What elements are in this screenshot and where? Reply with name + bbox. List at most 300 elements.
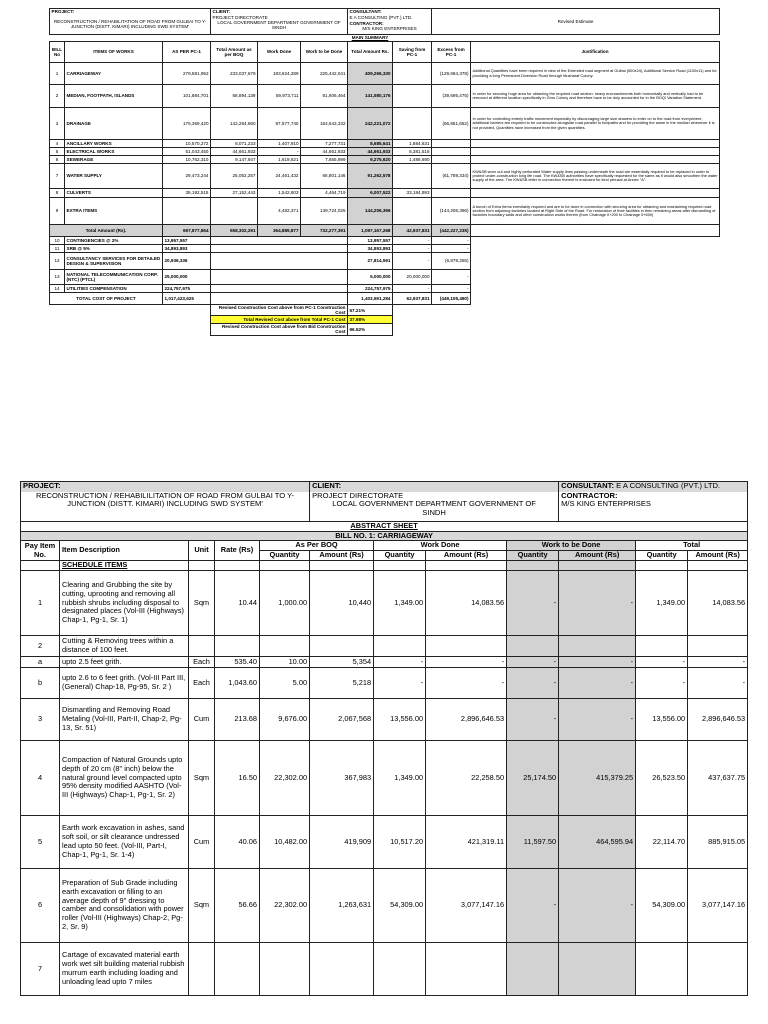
project-total-label: TOTAL COST OF PROJECT [50,293,163,305]
item-description: Cutting & Removing trees within a distance of 100 feet. [60,635,189,656]
total-done: 364,889,877 [258,225,301,237]
pc1-amount: 101,884,701 [163,85,211,108]
ratio-row [50,305,720,316]
boq-quantity [260,942,310,995]
unit: Each [189,656,215,667]
total-amount: 437,637.75 [688,740,748,815]
summary-extra-row [50,285,720,293]
header-unit: Unit [189,541,215,560]
boq-quantity: 5.00 [260,667,310,698]
ratio-blank [50,316,211,324]
total-amount: 9,275,620 [348,156,393,164]
bottom-consultant-cell [559,482,748,492]
excess-amount: - [432,237,471,245]
contractor-label: CONTRACTOR: [349,20,384,26]
justification-text [471,156,720,164]
schedule-items-row [21,560,748,570]
work-to-be-done-amount: 44,661,933 [301,148,348,156]
unit: Sqm [189,570,215,635]
item-name: CONTINGENCIES @ 2% [65,237,163,245]
bottom-contractor-label: CONTRACTOR: [561,491,618,500]
ratio-tail [393,324,720,335]
done-quantity: 1,349.00 [374,570,426,635]
tbd-amount: - [559,656,636,667]
item-name: ELECTRICAL WORKS [65,148,163,156]
excess-amount [432,156,471,164]
item-name: ANCILLARY WORKS [65,140,163,148]
saving-amount: 20,000,000 [393,270,432,285]
item-description: Earth work excavation in ashes, sand soft soil, or silt clearance undressed lead upto 50 feet. (Vol-III, Part-I, Chap-1, Pg-1, Sr. 1-4) [60,815,189,868]
tbd-quantity [507,635,559,656]
bill-number: 10 [50,237,65,245]
bill-number: 3 [50,108,65,140]
project-total-excess: (449,105,490) [432,293,471,305]
done-amount: 22,258.50 [426,740,507,815]
total-total: 1,097,167,268 [348,225,393,237]
done-amount: - [426,667,507,698]
saving-amount: - [393,237,432,245]
work-done-amount: 87,577,740 [258,108,301,140]
excess-amount: (6,878,255) [432,253,471,270]
boq-amount [211,198,258,225]
pc1-amount: 175,369,420 [163,108,211,140]
abstract-row [21,942,748,995]
pc1-amount: 29,473,244 [163,164,211,189]
excess-amount: (66,851,652) [432,108,471,140]
main-summary-table [49,8,720,336]
bill-number: 13 [50,270,65,285]
summary-total-row [50,225,720,237]
pay-item-number: 4 [21,740,60,815]
tbd-amount [559,942,636,995]
total-amount: 2,896,646.53 [688,698,748,740]
summary-row [50,189,720,198]
summary-row [50,63,720,85]
pc1-amount: 10,570,272 [163,140,211,148]
total-boq: 558,302,291 [211,225,258,237]
done-quantity: - [374,656,426,667]
tbd-quantity: - [507,570,559,635]
excess-amount: (144,206,396) [432,198,471,225]
excess-amount: - [432,245,471,253]
header-bottom-total: Total [636,541,748,551]
total-amount: 14,083.56 [688,570,748,635]
work-done-amount: 1,542,803 [258,189,301,198]
excess-amount: (39,695,475) [432,85,471,108]
unit [189,942,215,995]
total-quantity: - [636,656,688,667]
justification-blank [471,293,720,305]
item-description: upto 2.6 to 6 feet grith. (Vol-III Part III, (General) Chap-18, Pg-95, Sr. 2 ) [60,667,189,698]
total-quantity: 22,114.70 [636,815,688,868]
total-amount: 885,915.05 [688,815,748,868]
work-to-be-done-amount: 7,277,731 [301,140,348,148]
unit: Cum [189,815,215,868]
boq-amount: 2,067,568 [310,698,374,740]
total-amount: 8,685,641 [348,140,393,148]
header-total-boq: Total Amount as per BOQ [211,42,258,63]
bottom-client-line-3: SINDH [422,508,446,518]
abstract-row [21,570,748,635]
boq-amount: 233,037,679 [211,63,258,85]
rate [215,635,260,656]
rate: 16.50 [215,740,260,815]
total-quantity: 1,349.00 [636,570,688,635]
total-quantity: 54,309.00 [636,868,688,942]
total-saving: 42,937,831 [393,225,432,237]
boq-quantity: 9,676.00 [260,698,310,740]
project-total-pc1: 1,017,423,625 [163,293,211,305]
header-bottom-work-to-be-done: Work to be Done [507,541,636,551]
pc1-amount: 39,192,515 [163,189,211,198]
justification-blank [471,245,720,253]
total-amount [688,942,748,995]
done-quantity [374,635,426,656]
work-to-be-done-amount: 7,655,999 [301,156,348,164]
bottom-client-line-1: PROJECT DIRECTORATE [312,491,404,500]
project-total-amount: 1,403,591,284 [348,293,393,305]
total-amount: 6,007,522 [348,189,393,198]
excess-amount: - [432,270,471,285]
tbd-quantity: - [507,868,559,942]
boq-amount: 367,983 [310,740,374,815]
total-label: Total Amount (Rs). [50,225,163,237]
summary-extra-row [50,245,720,253]
abstract-table [20,481,748,996]
bottom-client-label: CLIENT: [310,482,559,492]
done-amount [426,942,507,995]
bill-number: 9 [50,198,65,225]
justification-text: In order for securing huge area for obtaining the required road section: heavy encroachments both horizontally and vertically had to be removed at different location specifically in Gros Colony and therefore have to be duly accounted for in the BOQ/ Variation Statement. [471,85,720,108]
boq-blank [211,245,348,253]
summary-row [50,164,720,189]
item-name: EXTRA ITEMS [65,198,163,225]
header-as-per-pc1: AS PER PC-1 [163,42,211,63]
abstract-row [21,667,748,698]
work-done-amount: 1,619,621 [258,156,301,164]
boq-amount: 5,354 [310,656,374,667]
abstract-header-row-1 [21,541,748,551]
item-name: DRAINAGE [65,108,163,140]
summary-header-row [50,42,720,63]
bottom-client-line-2: LOCAL GOVERNMENT DEPARTMENT GOVERNMENT OF [332,499,536,509]
item-name: WATER SUPPLY [65,164,163,189]
ratio-label: Total Revised Cost above from Total PC-1 Cost [211,316,348,324]
item-description: Preparation of Sub Grade including earth excavation or filling to an average depth of 9" dressing to camber and consolidation with power roller (Vol-III (Highways) Chap-2, Pg-2, Sr. 9) [60,868,189,942]
boq-quantity: 10.00 [260,656,310,667]
header-done-amount: Amount (Rs) [426,551,507,561]
ratio-value: 37.98% [348,316,393,324]
abstract-sheet [20,481,747,996]
saving-amount [393,85,432,108]
done-quantity: - [374,667,426,698]
pc1-amount: 25,000,000 [163,270,211,285]
total-amount: - [688,656,748,667]
item-name: UTILITIES COMPENSATION [65,285,163,293]
bottom-consultant-label: CONSULTANT: [561,481,614,491]
boq-amount: 10,440 [310,570,374,635]
done-quantity: 54,309.00 [374,868,426,942]
tbd-quantity: 11,597.50 [507,815,559,868]
boq-blank [211,253,348,270]
bill-number: 7 [50,164,65,189]
total-amount: - [688,667,748,698]
unit: Each [189,667,215,698]
boq-amount: 25,052,257 [211,164,258,189]
rate [215,942,260,995]
bill-number: 1 [50,63,65,85]
total-amount: 91,262,578 [348,164,393,189]
boq-amount: 9,147,947 [211,156,258,164]
item-name: SEWERAGE [65,156,163,164]
saving-amount: 1,486,690 [393,156,432,164]
total-amount: 5,000,000 [348,270,393,285]
header-boq-amount: Amount (Rs) [310,551,374,561]
justification-text: KW&SB worn out and highly perforated Water supply lines passing underneath the road are essentially required to be replaced in order to protect under-construction long life road. The KW&SB authorities have specifically requested for the same as it would also smoothen the water supply of the area. The KW&SB letter in connection thereof is enclosed for kind perusal at Annex "A". [471,164,720,189]
header-done-quantity: Quantity [374,551,426,561]
work-to-be-done-amount: 225,442,041 [301,63,348,85]
bill-number: 6 [50,156,65,164]
header-justification: Justification [471,42,720,63]
ratio-blank [50,305,211,316]
saving-amount [393,63,432,85]
saving-amount: 1,884,631 [393,140,432,148]
abstract-sheet-label: ABSTRACT SHEET [350,521,418,530]
pc1-amount: 20,936,336 [163,253,211,270]
header-total-quantity: Quantity [636,551,688,561]
header-item-description: Item Description [60,541,189,560]
item-name: SRB @ 5% [65,245,163,253]
boq-amount: 68,894,139 [211,85,258,108]
work-done-amount: 183,624,289 [258,63,301,85]
pay-item-number: 2 [21,635,60,656]
pay-item-number: 3 [21,698,60,740]
abstract-row [21,635,748,656]
justification-blank [471,237,720,245]
bottom-client-text [310,492,559,522]
schedule-items-label: SCHEDULE ITEMS [60,560,189,570]
work-done-amount: 4,482,371 [258,198,301,225]
ratio-row [50,324,720,335]
total-excess: (442,227,235) [432,225,471,237]
excess-amount: - [432,285,471,293]
header-rate: Rate (Rs) [215,541,260,560]
boq-amount: 419,909 [310,815,374,868]
item-description: Compaction of Natural Grounds upto depth of 20 cm (8" inch) below the natural ground level compacted upto 95% density modified AASHTO (Vol-III (Highways) Chap-1, Pg-1, Sr. 2) [60,740,189,815]
header-boq-quantity: Quantity [260,551,310,561]
work-to-be-done-amount: 4,464,719 [301,189,348,198]
unit: Sqm [189,868,215,942]
header-bill-no: BILL No [50,42,65,63]
work-to-be-done-amount: 81,606,464 [301,85,348,108]
bottom-label-row [21,482,748,492]
pay-item-number: 6 [21,868,60,942]
bill-number: 11 [50,245,65,253]
header-saving: Saving from PC-1 [393,42,432,63]
item-name: CULVERTS [65,189,163,198]
total-pc1: 697,877,864 [163,225,211,237]
total-quantity: - [636,667,688,698]
item-description: Cartage of excavated material earth work wet silt building material rubbish murrum earth including loading and unloading lead upto 7 miles [60,942,189,995]
boq-blank [211,285,348,293]
tbd-quantity: 25,174.50 [507,740,559,815]
rate: 10.44 [215,570,260,635]
justification-text [471,140,720,148]
justification-blank [471,270,720,285]
pay-item-number: a [21,656,60,667]
total-amount: 13,957,557 [348,237,393,245]
consultant-label: CONSULTANT: [348,9,432,15]
tbd-amount: 415,379.25 [559,740,636,815]
ratio-label: Revised Construction Cost above from PC-1 Construction Cost [211,305,348,316]
excess-amount: (61,789,334) [432,164,471,189]
done-amount: 3,077,147.16 [426,868,507,942]
done-amount: 14,083.56 [426,570,507,635]
boq-quantity: 10,482.00 [260,815,310,868]
main-summary-sheet [49,8,719,336]
header-total-amount-rs: Amount (Rs) [688,551,748,561]
summary-row [50,148,720,156]
bill-number: 2 [50,85,65,108]
header-work-done: Work Done [258,42,301,63]
revised-estimate-title: Revised Estimate [432,9,720,35]
total-amount: 34,893,893 [348,245,393,253]
pc1-amount: 51,043,450 [163,148,211,156]
abstract-row [21,740,748,815]
excess-amount [432,189,471,198]
done-quantity: 1,349.00 [374,740,426,815]
boq-blank [211,270,348,285]
bottom-consultant-text: E A CONSULTING (PVT.) LTD. [616,481,721,491]
header-tbd-amount: Amount (Rs) [559,551,636,561]
total-amount: 409,266,330 [348,63,393,85]
saving-amount: - [393,245,432,253]
boq-amount: 27,152,443 [211,189,258,198]
bill-title: BILL NO. 1: CARRIAGEWAY [21,531,748,541]
consultant-text: E A CONSULTING (PVT.) LTD. [348,15,432,21]
done-quantity: 13,556.00 [374,698,426,740]
abstract-row [21,698,748,740]
item-name: CARRIAGEWAY [65,63,163,85]
work-to-be-done-amount: 66,801,146 [301,164,348,189]
justification-text: Additional Quantities have been required in view of the Extended road segment at Gulbai (500x24), Additional Service Road (1100x11) and for providing a long Permanent Diversion Road through Musharaf Colony. [471,63,720,85]
project-label: PROJECT: [50,9,211,15]
done-quantity: 10,517.20 [374,815,426,868]
unit: Sqm [189,740,215,815]
item-description: Clearing and Grubbing the site by cutting, uprooting and removing all rubbish shrubs including disposal to designated places (Vol-III (Highways) Chap-1, Pg-1, Sr. 1) [60,570,189,635]
rate: 1,043.60 [215,667,260,698]
bottom-project-text: RECONSTRUCTION / REHABILILITATION OF ROAD FROM GULBAI TO Y-JUNCTION (DISTT. KIMARI) INCLUDING SWD SYSTEM' [21,492,310,522]
abstract-row [21,656,748,667]
summary-row [50,156,720,164]
abstract-row [21,868,748,942]
boq-amount: 5,218 [310,667,374,698]
header-items: ITEMS OF WORKS [65,42,163,63]
bill-number: 8 [50,189,65,198]
rate: 535.40 [215,656,260,667]
main-summary-row [50,35,720,42]
excess-amount [432,148,471,156]
unit [189,635,215,656]
total-quantity [636,942,688,995]
work-done-amount: 59,973,711 [258,85,301,108]
header-tbd-quantity: Quantity [507,551,559,561]
client-text [211,15,348,35]
saving-amount: 33,184,993 [393,189,432,198]
saving-amount: - [393,285,432,293]
rate: 213.68 [215,698,260,740]
bottom-info-row [21,492,748,522]
client-label: CLIENT: [211,9,348,15]
item-description: Dismantling and Removing Road Metaling (Vol-III, Part-II, Chap-2, Pg-13, Sr. 51) [60,698,189,740]
total-quantity: 13,556.00 [636,698,688,740]
total-amount: 27,814,591 [348,253,393,270]
header-work-to-be-done: Work to be Done [301,42,348,63]
rate: 56.66 [215,868,260,942]
done-amount: - [426,656,507,667]
saving-amount [393,108,432,140]
tbd-amount: 464,595.94 [559,815,636,868]
client-line-1: PROJECT DIRECTORATE [212,14,268,20]
header-bottom-work-done: Work Done [374,541,507,551]
unit: Cum [189,698,215,740]
pay-item-number: 7 [21,942,60,995]
ratio-tail [393,316,720,324]
pc1-amount: 279,581,952 [163,63,211,85]
pay-item-number: 5 [21,815,60,868]
saving-amount: 6,381,518 [393,148,432,156]
item-description: upto 2.5 feet grith. [60,656,189,667]
work-done-amount: - [258,148,301,156]
total-amount: 242,221,072 [348,108,393,140]
tbd-quantity: - [507,667,559,698]
summary-row [50,140,720,148]
boq-blank [211,237,348,245]
contractor-cell [348,21,432,35]
total-tbd: 732,277,391 [301,225,348,237]
summary-extra-row [50,253,720,270]
rate: 40.06 [215,815,260,868]
total-quantity [636,635,688,656]
done-amount [426,635,507,656]
tbd-quantity: - [507,698,559,740]
saving-amount [393,198,432,225]
bill-number: 14 [50,285,65,293]
saving-amount [393,164,432,189]
justification-text [471,148,720,156]
boq-amount: 8,071,233 [211,140,258,148]
tbd-amount: - [559,698,636,740]
done-amount: 2,896,646.53 [426,698,507,740]
boq-quantity: 22,302.00 [260,740,310,815]
total-amount: 141,580,176 [348,85,393,108]
summary-extra-row [50,237,720,245]
excess-amount [432,140,471,148]
total-amount: 3,077,147.16 [688,868,748,942]
boq-amount [310,635,374,656]
abstract-sheet-row [21,522,748,532]
bottom-contractor-text: M/S KING ENTERPRISES [561,499,651,509]
total-justification-blank [471,225,720,237]
justification-text: A bunch of Extra Items enevitably required and are to be done in connection with securing area for obtaining and maintaining required road section from adjoining factories located at Right Side of the Road. For restoration of their facilities in then remaining areas after dismantling of factories boundary walls and other construction works therein (from Chainage 0+200 to Chainage 0+600) [471,198,720,225]
ratio-tail [393,305,720,316]
project-total-saving: 62,937,831 [393,293,432,305]
project-text: RECONSTRUCTION / REHABILITATION OF ROAD FROM GULBAI TO Y-JUNCTION (DISTT. KIMARI) INCLUDING SWD SYSTEM' [50,15,211,35]
summary-row [50,108,720,140]
pay-item-number: 1 [21,570,60,635]
work-done-amount: 24,461,432 [258,164,301,189]
ratio-value: 57.21% [348,305,393,316]
